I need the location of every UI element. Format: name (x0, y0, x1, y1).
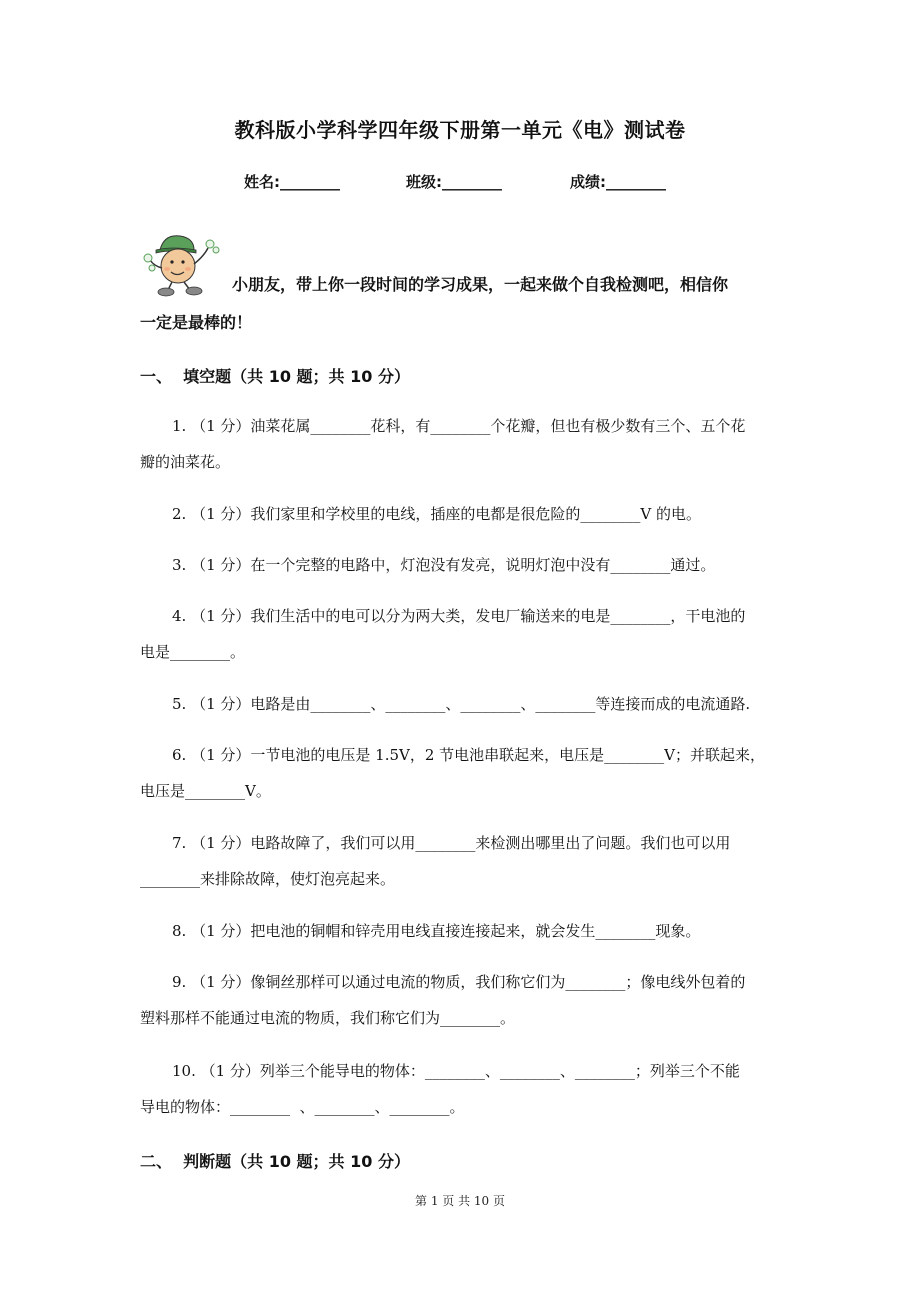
page-title: 教科版小学科学四年级下册第一单元《电》测试卷 (234, 118, 686, 142)
question-10-line-1: 10. （1 分）列举三个能导电的物体：________、________、________；列举三个不能 (172, 1062, 740, 1080)
question-1-line-2: 瓣的油菜花。 (140, 453, 231, 471)
name-field: 姓名:________ (244, 173, 340, 191)
section-1-title: 一、 填空题（共 10 题；共 10 分） (140, 367, 410, 386)
question-1-line-1: 1. （1 分）油菜花属________花科，有________个花瓣，但也有极少数有三个、五个花 (172, 417, 746, 435)
question-10-line-2: 导电的物体：________ 、________、________。 (140, 1098, 465, 1116)
page-footer: 第 1 页 共 10 页 (415, 1194, 505, 1208)
mascot-illustration (142, 228, 224, 298)
intro-line-2: 一定是最棒的！ (140, 313, 253, 332)
score-field: 成绩:________ (570, 173, 666, 191)
question-2-line-1: 2. （1 分）我们家里和学校里的电线，插座的电都是很危险的________V 的电。 (172, 505, 701, 523)
question-6-line-2: 电压是________V。 (140, 782, 271, 800)
question-6-line-1: 6. （1 分）一节电池的电压是 1.5V，2 节电池串联起来，电压是________V；并联起来， (172, 746, 765, 764)
question-7-line-1: 7. （1 分）电路故障了，我们可以用________来检测出哪里出了问题。我们也可以用 (172, 834, 731, 852)
intro-line-1: 小朋友，带上你一段时间的学习成果，一起来做个自我检测吧，相信你 (232, 275, 729, 294)
question-4-line-2: 电是________。 (140, 643, 246, 661)
question-7-line-2: ________来排除故障，使灯泡亮起来。 (140, 870, 396, 888)
class-field: 班级:________ (406, 173, 502, 191)
question-9-line-1: 9. （1 分）像铜丝那样可以通过电流的物质，我们称它们为________；像电线外包着的 (172, 973, 746, 991)
question-5-line-1: 5. （1 分）电路是由________、________、________、________等连接而成的电流通路. (172, 695, 751, 713)
question-9-line-2: 塑料那样不能通过电流的物质，我们称它们为________。 (140, 1009, 516, 1027)
question-8-line-1: 8. （1 分）把电池的铜帽和锌壳用电线直接连接起来，就会发生________现象。 (172, 922, 701, 940)
section-2-title: 二、 判断题（共 10 题；共 10 分） (140, 1152, 410, 1171)
question-3-line-1: 3. （1 分）在一个完整的电路中，灯泡没有发亮，说明灯泡中没有________通过。 (172, 556, 716, 574)
question-4-line-1: 4. （1 分）我们生活中的电可以分为两大类，发电厂输送来的电是________，干电池的 (172, 607, 746, 625)
